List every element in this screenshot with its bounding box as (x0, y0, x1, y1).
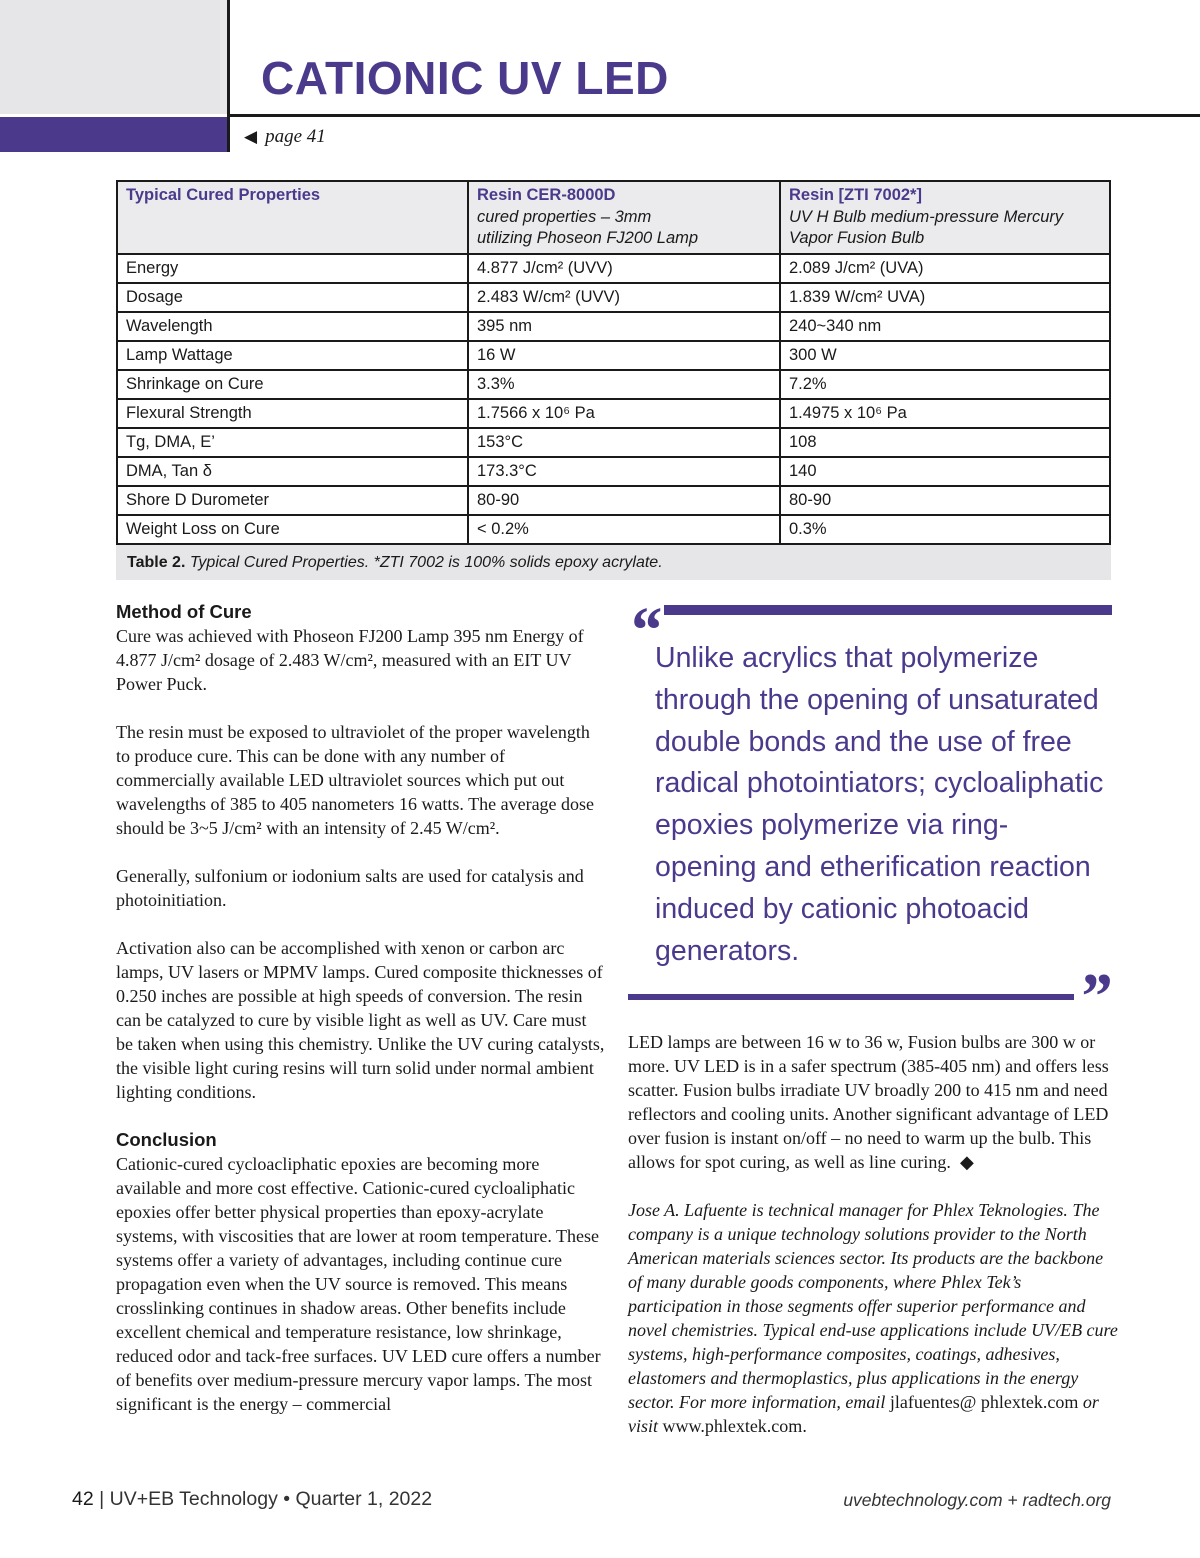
table-caption (116, 545, 1111, 580)
table-cell: 4.877 J/cm² (UVV) (468, 254, 780, 283)
table-cell: 1.839 W/cm² UVA) (780, 283, 1110, 312)
table-cell: 153°C (468, 428, 780, 457)
close-quote-icon: ” (1078, 960, 1111, 1033)
table-cell: Lamp Wattage (117, 341, 468, 370)
conclusion-heading: Conclusion (116, 1129, 217, 1150)
table-row (117, 312, 1110, 341)
author-bio (628, 1198, 1118, 1438)
header-grey-box (0, 0, 228, 114)
open-quote-icon: “ (628, 594, 661, 667)
left-column (116, 600, 606, 1416)
method-heading: Method of Cure (116, 601, 252, 622)
author-end: . (802, 1416, 807, 1436)
author-or: or visit (628, 1392, 1099, 1436)
header-title: Typical Cured Properties (126, 186, 321, 204)
page-number: 42 (72, 1488, 94, 1510)
paragraph: Cationic-cured cycloacliphatic epoxies are becoming more available and more cost effective. Cationic-cured cycloaliphatic epoxies offer better physical properties than epoxy-acrylate systems, with viscosities that are lower at room temperature. These systems offer a variety of advantages, including continue cure propagation even when the UV source is removed. This means crosslinking continues in shadow areas. Other benefits include excellent chemical and temperature resistance, low shrinkage, reduced odor and tack-free surfaces. UV LED cure offers a number of benefits over medium-pressure mercury vapor lamps. The most significant is the energy – commercial (116, 1154, 601, 1414)
table-cell: Wavelength (117, 312, 468, 341)
paragraph: Generally, sulfonium or iodonium salts are used for catalysis and photoinitiation. (116, 866, 584, 910)
caption-text: Typical Cured Properties. *ZTI 7002 is 100% solids epoxy acrylate. (185, 554, 663, 571)
table-cell: 140 (780, 457, 1110, 486)
table-row (117, 283, 1110, 312)
table-cell: 240~340 nm (780, 312, 1110, 341)
quote-bottom-rule (628, 994, 1074, 1000)
header-sub: utilizing Phoseon FJ200 Lamp (477, 229, 699, 247)
pull-quote (628, 594, 1112, 1033)
table-cell: Energy (117, 254, 468, 283)
table-header-row (117, 181, 1110, 254)
table-header-cell (468, 181, 780, 254)
table-header-cell (780, 181, 1110, 254)
footer-separator: | (99, 1488, 105, 1510)
table-cell: 0.3% (780, 515, 1110, 544)
pull-quote-text: Unlike acrylics that polymerize through the opening of unsaturated double bonds and the use of free radical photointiators; cycloaliphatic epoxies polymerize via ring-opening and etherification reaction induced by cationic photoacid generators. (655, 642, 1104, 967)
header-sub: cured properties – 3mm (477, 207, 652, 226)
table-cell: 1.4975 x 10⁶ Pa (780, 399, 1110, 428)
right-column (628, 1030, 1118, 1438)
table-row (117, 515, 1110, 544)
page-ref-label: page 41 (265, 126, 326, 147)
paragraph: Cure was achieved with Phoseon FJ200 Lamp 395 nm Energy of 4.877 J/cm² dosage of 2.483 W/cm², measured with an EIT UV Power Puck. (116, 626, 584, 694)
paragraph: Activation also can be accomplished with xenon or carbon arc lamps, UV lasers or MPMV lamps. Cured composite thicknesses of 0.250 inches are possible at high speeds of conversion. The resin can be catalyzed to cure by visible light as well as UV. Care must be taken when using this chemistry. Unlike the UV curing catalysts, the visible light curing resins will turn solid under normal ambient lighting conditions. (116, 938, 605, 1102)
table-header-cell (117, 181, 468, 254)
header-horizontal-rule (230, 114, 1200, 117)
header-sub: UV H Bulb medium-pressure Mercury (789, 207, 1064, 226)
header-accent-bar (0, 117, 227, 152)
table-row (117, 370, 1110, 399)
table-row (117, 399, 1110, 428)
table-cell: 16 W (468, 341, 780, 370)
paragraph: The resin must be exposed to ultraviolet of the proper wavelength to produce cure. This can be done with any number of commercially available LED ultraviolet sources which put out wavelengths of 385 to 405 nanometers 16 watts. The average dose should be 3~5 J/cm² with an intensity of 2.45 W/cm². (116, 722, 595, 838)
page-title: CATIONIC UV LED (261, 52, 669, 104)
end-mark-icon: ◆ (959, 1152, 974, 1172)
footer-websites[interactable]: uvebtechnology.com + radtech.org (843, 1490, 1111, 1510)
table-row (117, 457, 1110, 486)
table-cell: 108 (780, 428, 1110, 457)
table-cell: Weight Loss on Cure (117, 515, 468, 544)
table-body (117, 254, 1110, 544)
author-email-link[interactable]: jlafuentes@ phlextek.com (889, 1392, 1079, 1412)
header-title: Resin CER-8000D (477, 186, 616, 204)
table-cell: 395 nm (468, 312, 780, 341)
table-cell: 3.3% (468, 370, 780, 399)
header-sub: Vapor Fusion Bulb (789, 229, 925, 247)
author-website-link[interactable]: www.phlextek.com (662, 1416, 803, 1436)
table-cell: < 0.2% (468, 515, 780, 544)
table-cell: DMA, Tan δ (117, 457, 468, 486)
table-cell: 80-90 (468, 486, 780, 515)
table-row (117, 341, 1110, 370)
header-title: Resin [ZTI 7002*] (789, 186, 922, 204)
table-row (117, 428, 1110, 457)
table-cell: 2.483 W/cm² (UVV) (468, 283, 780, 312)
table-cell: 300 W (780, 341, 1110, 370)
properties-table (116, 180, 1111, 545)
continued-from-link[interactable] (244, 126, 326, 148)
table-cell: Dosage (117, 283, 468, 312)
paragraph (628, 1030, 1118, 1174)
header-vertical-rule (227, 0, 230, 152)
footer-publication (72, 1488, 432, 1511)
table-cell: 7.2% (780, 370, 1110, 399)
table-cell: Flexural Strength (117, 399, 468, 428)
table-row (117, 486, 1110, 515)
table-cell: 80-90 (780, 486, 1110, 515)
author-text: Jose A. Lafuente is technical manager for Phlex Teknologies. The company is a unique technology solutions provider to the North American materials sciences sector. Its products are the backbone of many durable goods components, where Phlex Tek’s participation in those segments offer superior performance and novel chemistries. Typical end-use applications include UV/EB cure systems, high-performance composites, coatings, adhesives, elastomers and thermoplastics, plus applications in the energy sector. For more information, email (628, 1200, 1118, 1412)
table-cell: Shrinkage on Cure (117, 370, 468, 399)
table-cell: Shore D Durometer (117, 486, 468, 515)
left-arrow-icon: ◀ (244, 127, 258, 146)
table-cell: Tg, DMA, E’ (117, 428, 468, 457)
publication-name: UV+EB Technology • Quarter 1, 2022 (109, 1488, 433, 1510)
quote-top-rule (664, 605, 1112, 615)
table-row (117, 254, 1110, 283)
table-cell: 2.089 J/cm² (UVA) (780, 254, 1110, 283)
table-cell: 1.7566 x 10⁶ Pa (468, 399, 780, 428)
caption-label: Table 2. (127, 554, 186, 571)
table-cell: 173.3°C (468, 457, 780, 486)
paragraph-text: LED lamps are between 16 w to 36 w, Fusion bulbs are 300 w or more. UV LED is in a safer spectrum (385-405 nm) and offers less scatter. Fusion bulbs irradiate UV broadly 200 to 415 nm and need reflectors and cooling units. Another significant advantage of LED over fusion is instant on/off – no need to warm up the bulb. This allows for spot curing, as well as line curing. (628, 1032, 1109, 1172)
